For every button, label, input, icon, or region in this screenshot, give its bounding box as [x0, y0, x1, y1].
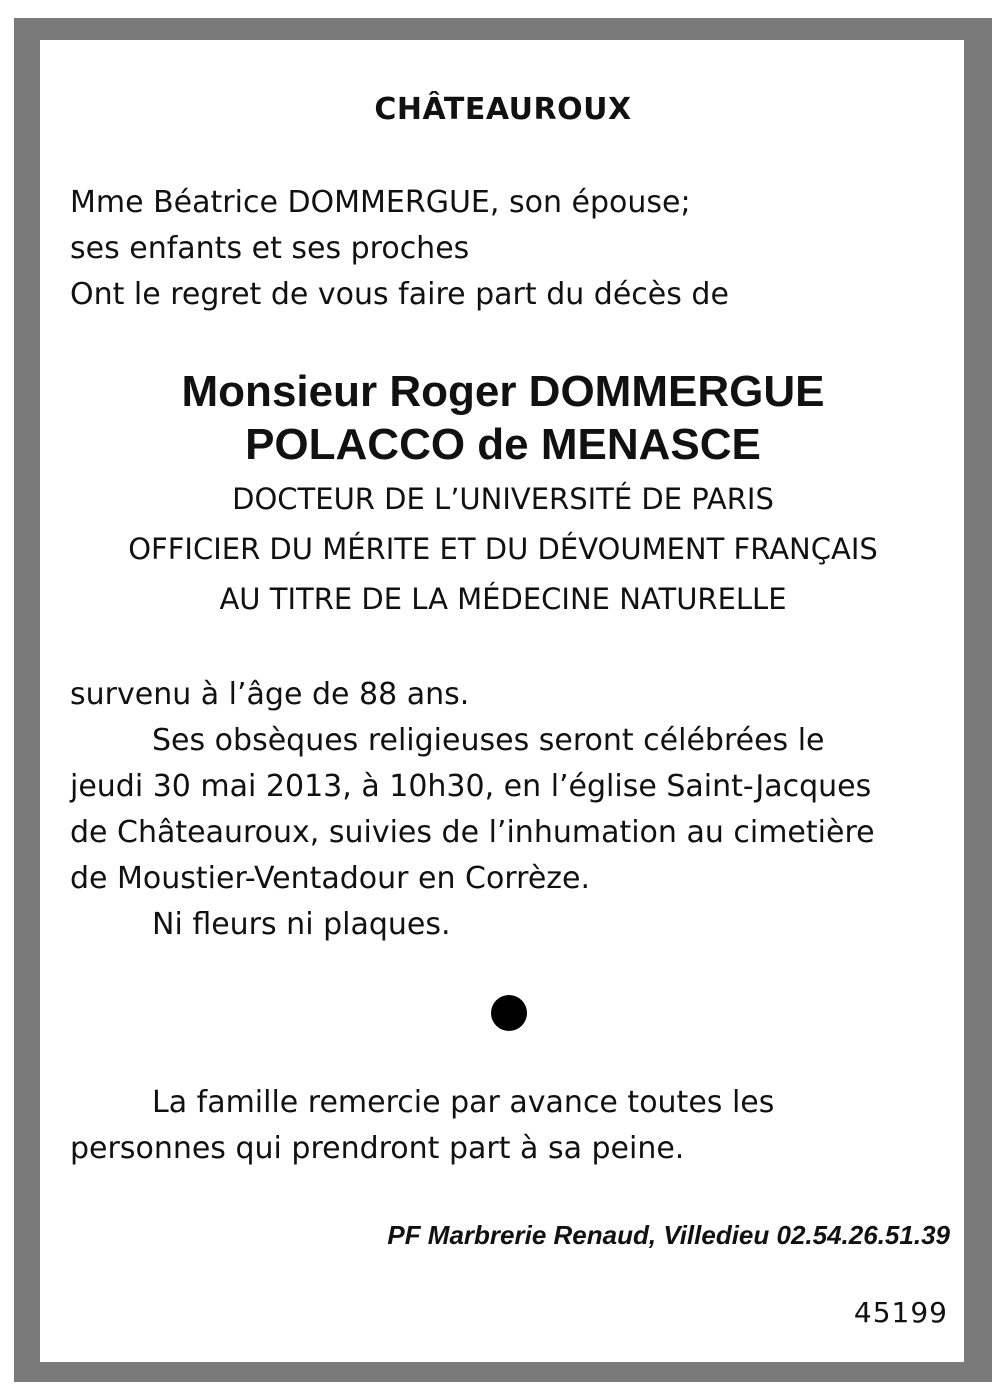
- city-heading: CHÂTEAUROUX: [374, 92, 632, 127]
- ceremony-line: Ses obsèques religieuses seront célébrées le: [152, 723, 825, 758]
- ceremony-line: de Moustier-Ventadour en Corrèze.: [70, 861, 591, 896]
- separator-dot-icon: [491, 995, 527, 1031]
- title-line: OFFICIER DU MÉRITE ET DU DÉVOUMENT FRANÇAIS: [128, 532, 878, 566]
- intro-line: Mme Béatrice DOMMERGUE, son épouse;: [70, 185, 691, 220]
- intro-block: [70, 180, 950, 318]
- titles-block: [0, 474, 1006, 624]
- title-line: DOCTEUR DE L’UNIVERSITÉ DE PARIS: [232, 482, 774, 516]
- ceremony-line: jeudi 30 mai 2013, à 10h30, en l’église Saint-Jacques: [70, 769, 872, 804]
- thanks-block: [70, 1080, 950, 1172]
- intro-line: Ont le regret de vous faire part du décès de: [70, 277, 729, 312]
- age-line: survenu à l’âge de 88 ans.: [70, 677, 470, 712]
- title-line: AU TITRE DE LA MÉDECINE NATURELLE: [219, 582, 787, 616]
- thanks-line: personnes qui prendront part à sa peine.: [70, 1131, 685, 1166]
- ceremony-line: de Châteauroux, suivies de l’inhumation au cimetière: [70, 815, 875, 850]
- funeral-home-contact: PF Marbrerie Renaud, Villedieu 02.54.26.51.39: [387, 1220, 950, 1250]
- deceased-name: Monsieur Roger DOMMERGUE: [181, 367, 825, 416]
- deceased-surname: POLACCO de MENASCE: [245, 420, 761, 469]
- intro-line: ses enfants et ses proches: [70, 231, 470, 266]
- flowers-line: Ni fleurs ni plaques.: [152, 907, 451, 942]
- thanks-line: La famille remercie par avance toutes les: [152, 1085, 775, 1120]
- reference-number: 45199: [853, 1296, 948, 1329]
- ceremony-block: [70, 672, 950, 948]
